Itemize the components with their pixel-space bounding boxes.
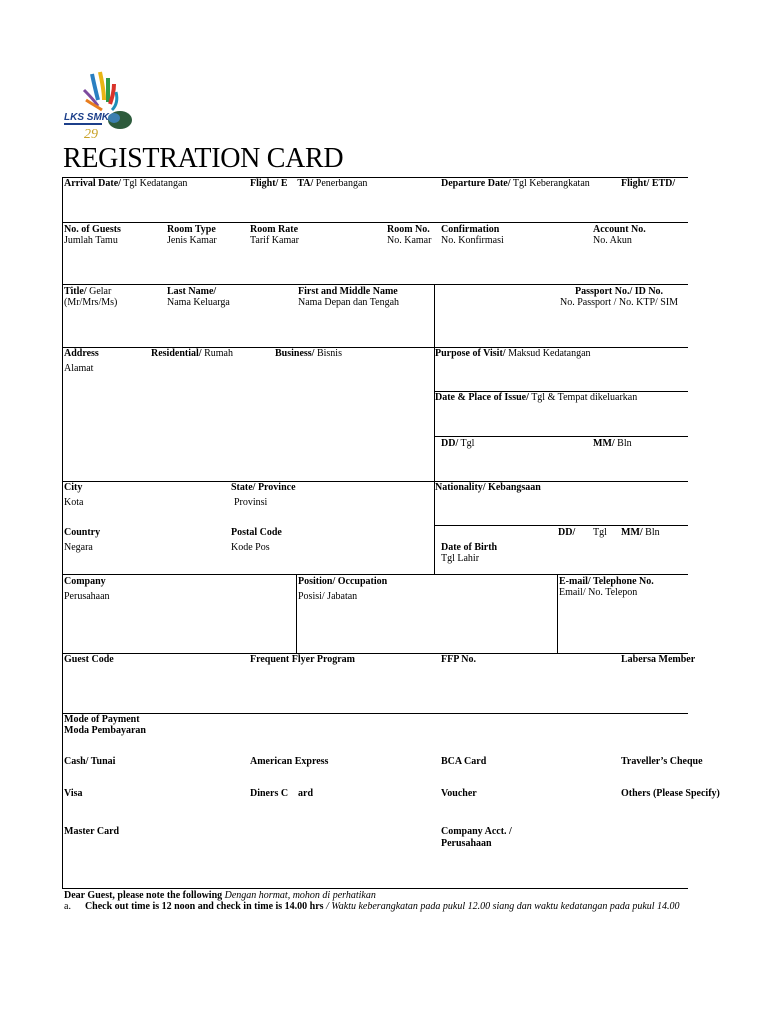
email-label: E-mail/ Telephone No. [559, 576, 654, 587]
purpose-en: Purpose of Visit/ [435, 348, 506, 359]
arrival-date-id: Tgl Kedatangan [120, 178, 188, 189]
issue-month-label [593, 438, 632, 450]
birth-month-id: Bln [642, 527, 660, 538]
country-label-id: Negara [64, 542, 93, 553]
guest-notice-item [64, 901, 680, 913]
payment-cash: Cash/ Tunai [64, 756, 116, 767]
birth-month-en: MM/ [621, 527, 643, 538]
title-options: (Mr/Mrs/Ms) [64, 297, 118, 308]
guests-label: No. of Guests [64, 224, 121, 235]
departure-date-id: Tgl Keberangkatan [510, 178, 590, 189]
ffp-label: Frequent Flyer Program [250, 654, 355, 665]
last-name-label-id: Nama Keluarga [167, 297, 230, 308]
position-label: Position/ Occupation [298, 576, 388, 587]
guest-notice-lead-en: Dear Guest, please note the following [64, 890, 223, 901]
issue-month-en: MM/ [593, 438, 615, 449]
dob-label: Date of Birth [441, 542, 498, 553]
position-label-id: Posisi/ Jabatan [298, 591, 358, 602]
postal-code-label: Postal Code [231, 527, 282, 538]
room-rate-label-id: Tarif Kamar [250, 235, 299, 246]
address-label: Address [64, 348, 99, 359]
account-no-label: Account No. [593, 224, 646, 235]
payment-visa: Visa [64, 788, 83, 799]
payment-mode-label-id: Moda Pembayaran [64, 725, 146, 736]
purpose-label [435, 348, 591, 360]
flight-eta-id: Penerbangan [313, 178, 368, 189]
state-label: State/ Province [231, 482, 296, 493]
departure-date-label [441, 178, 590, 190]
payment-amex: American Express [250, 756, 329, 767]
svg-text:LKS SMK: LKS SMK [64, 112, 109, 123]
payment-company-acct: Company Acct. / [441, 826, 512, 837]
room-type-label-id: Jenis Kamar [167, 235, 217, 246]
guest-code-label: Guest Code [64, 654, 114, 665]
country-label: Country [64, 527, 101, 538]
ffp-no-label: FFP No. [441, 654, 476, 665]
confirmation-label: Confirmation [441, 224, 500, 235]
email-label-id: Email/ No. Telepon [559, 587, 638, 598]
issue-date-id: Tgl & Tempat dikeluarkan [528, 392, 638, 403]
payment-master-card: Master Card [64, 826, 120, 837]
title-id: Gelar [86, 286, 112, 297]
city-label: City [64, 482, 83, 493]
svg-text:29: 29 [84, 127, 98, 142]
state-label-id: Provinsi [234, 497, 268, 508]
room-type-label: Room Type [167, 224, 216, 235]
guest-notice-item-id: / Waktu keberangkatan pada pukul 12.00 siang dan waktu kedatangan pada pukul 14.00 [323, 901, 680, 912]
departure-date-en: Departure Date/ [441, 178, 511, 189]
flight-eta-en: Flight/ E TA/ [250, 178, 314, 189]
business-label [275, 348, 342, 360]
room-no-label: Room No. [387, 224, 430, 235]
guest-notice-lead-id: Dengan hormat, mohon di perhatikan [222, 890, 376, 901]
room-no-label-id: No. Kamar [387, 235, 432, 246]
payment-company-acct-id: Perusahaan [441, 838, 492, 849]
flight-etd-label: Flight/ ETD/ [621, 178, 676, 189]
payment-mode-label: Mode of Payment [64, 714, 140, 725]
guest-notice-item-en: Check out time is 12 noon and check in time is 14.00 hrs [84, 901, 324, 912]
business-en: Business/ [275, 348, 315, 359]
confirmation-label-id: No. Konfirmasi [441, 235, 504, 246]
payment-others: Others (Please Specify) [621, 788, 720, 799]
city-label-id: Kota [64, 497, 84, 508]
payment-bca: BCA Card [441, 756, 487, 767]
business-id: Bisnis [314, 348, 342, 359]
company-label-id: Perusahaan [64, 591, 110, 602]
payment-voucher: Voucher [441, 788, 477, 799]
first-name-label-id: Nama Depan dan Tengah [298, 297, 400, 308]
issue-date-en: Date & Place of Issue/ [435, 392, 529, 403]
issue-month-id: Bln [614, 438, 632, 449]
last-name-label: Last Name/ [167, 286, 217, 297]
issue-day-id: Tgl [458, 438, 475, 449]
issue-day-en: DD/ [441, 438, 459, 449]
birth-month-label [621, 527, 660, 539]
first-name-label: First and Middle Name [298, 286, 398, 297]
title-en: Title/ [64, 286, 87, 297]
page-title: REGISTRATION CARD [63, 143, 344, 174]
arrival-date-label [64, 178, 187, 190]
postal-code-label-id: Kode Pos [231, 542, 270, 553]
passport-label-id: No. Passport / No. KTP/ SIM [560, 297, 679, 308]
purpose-id: Maksud Kedatangan [505, 348, 591, 359]
issue-day-label [441, 438, 474, 450]
birth-day-label: DD/ [558, 527, 576, 538]
residential-en: Residential/ [151, 348, 202, 359]
account-no-label-id: No. Akun [593, 235, 632, 246]
residential-id: Rumah [201, 348, 233, 359]
birth-day-label-id: Tgl [593, 527, 607, 538]
guests-label-id: Jumlah Tamu [64, 235, 118, 246]
issue-date-label [435, 392, 637, 404]
address-label-id: Alamat [64, 363, 94, 374]
dob-label-id: Tgl Lahir [441, 553, 480, 564]
flight-eta-label [250, 178, 367, 190]
company-label: Company [64, 576, 106, 587]
nationality-label: Nationality/ Kebangsaan [435, 482, 541, 493]
room-rate-label: Room Rate [250, 224, 299, 235]
payment-diners: Diners C ard [250, 788, 314, 799]
labersa-member-label: Labersa Member [621, 654, 696, 665]
guest-notice-marker: a. [64, 901, 71, 912]
passport-label: Passport No./ ID No. [575, 286, 664, 297]
arrival-date-en: Arrival Date/ [64, 178, 121, 189]
residential-label [151, 348, 233, 360]
payment-travellers-cheque: Traveller’s Cheque [621, 756, 703, 767]
